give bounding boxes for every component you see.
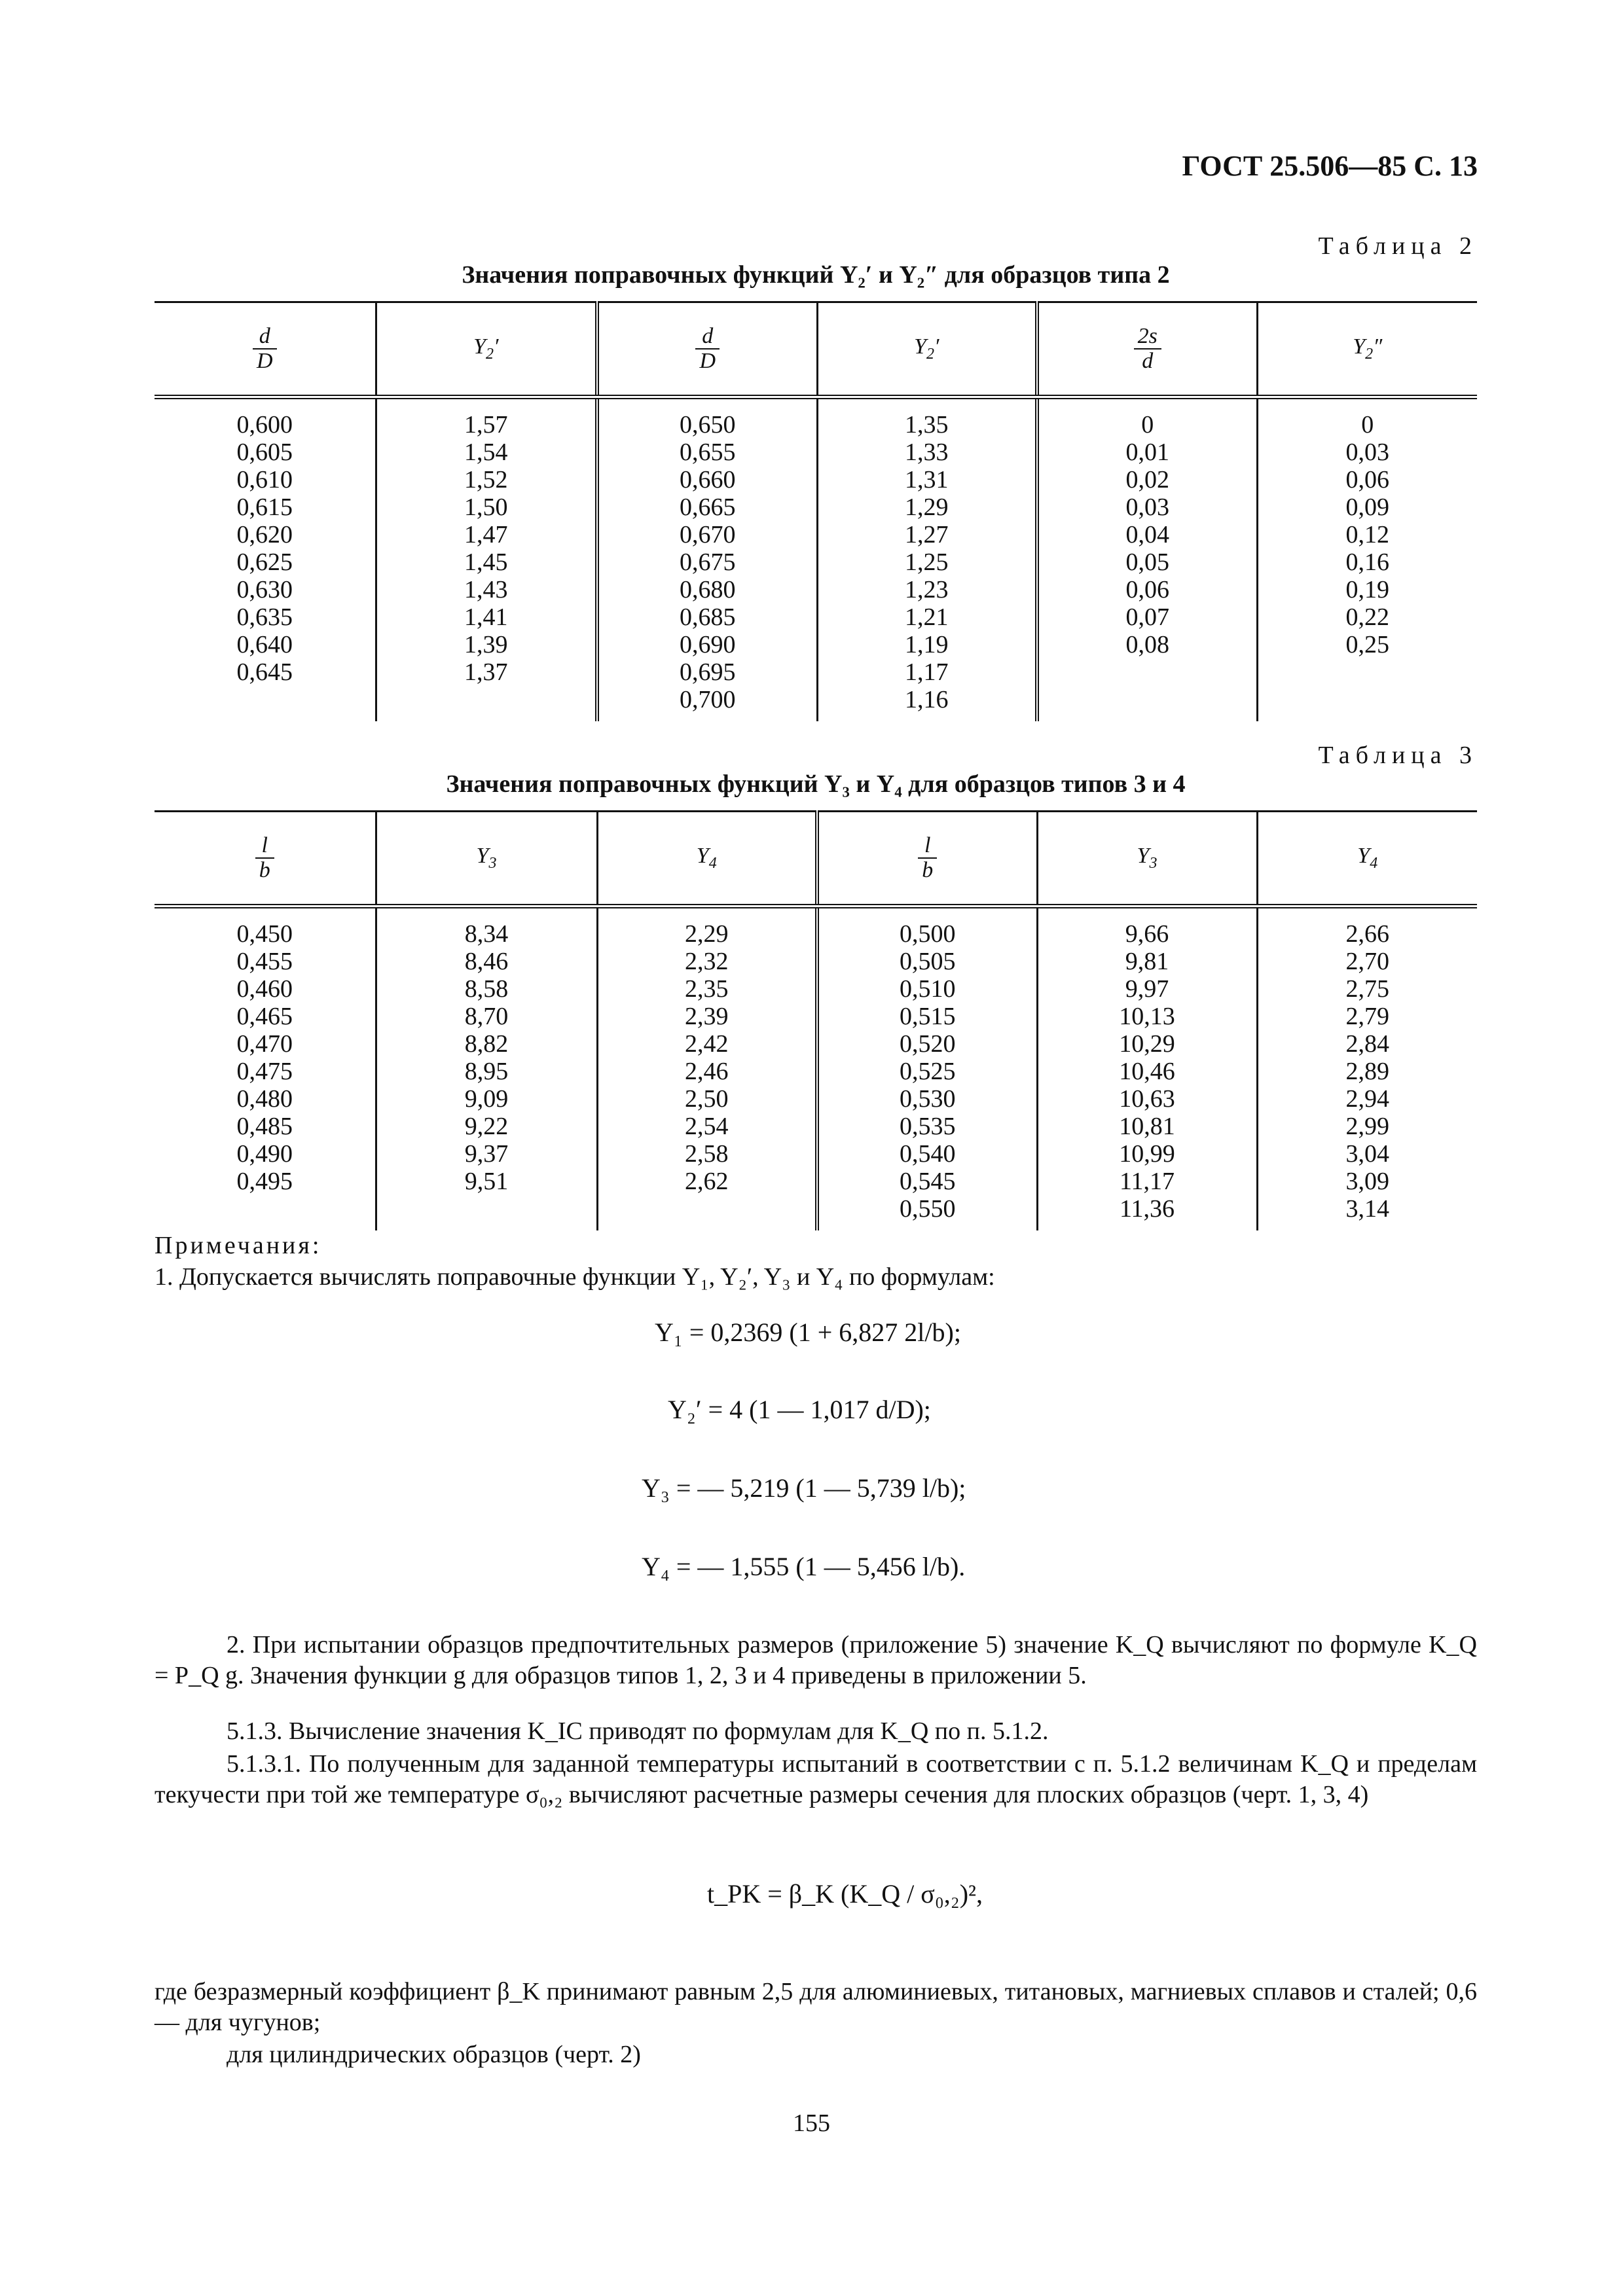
table-cell: 0,550: [900, 1195, 956, 1223]
note-1: 1. Допускается вычислять поправочные функции Y₁, Y₂′, Y₃ и Y₄ по формулам:: [155, 1263, 995, 1291]
table-cell: 1,17: [905, 658, 949, 686]
table-cell: 2,70: [1345, 948, 1389, 975]
formula-tpk: t_PK = β_K (K_Q / σ₀,₂)²,: [707, 1879, 983, 1909]
table-cell: 0,620: [236, 521, 293, 548]
table-cell: 0,465: [236, 1003, 293, 1030]
table-cell: 0,25: [1345, 631, 1389, 658]
table-cell: 2,58: [685, 1140, 729, 1168]
table2-column-3: [597, 397, 817, 722]
table-cell: 0,540: [900, 1140, 956, 1168]
table-cell: 2,75: [1345, 975, 1389, 1003]
table2-column-4: [817, 397, 1037, 722]
table-cell: 8,58: [464, 975, 509, 1003]
table2-label: Таблица 2: [1318, 232, 1478, 260]
table-cell: 8,70: [464, 1003, 509, 1030]
table-cell: 11,36: [1119, 1195, 1175, 1223]
formula-y2: Y₂′ = 4 (1 — 1,017 d/D);: [668, 1395, 931, 1424]
document-header: ГОСТ 25.506—85 С. 13: [1182, 150, 1478, 182]
table-cell: 1,33: [905, 439, 949, 466]
table-cell: 0,490: [236, 1140, 293, 1168]
table-cell: 0,04: [1125, 521, 1169, 548]
paragraph-cylindrical: для цилиндрических образцов (черт. 2): [227, 2041, 641, 2068]
table-cell: 0,05: [1125, 548, 1169, 576]
table-cell: 2,84: [1345, 1030, 1389, 1058]
table2-column-2: [376, 397, 597, 722]
table-cell: 1,57: [464, 411, 508, 439]
table3-column-2: [376, 906, 597, 1231]
table-cell: 9,97: [1125, 975, 1169, 1003]
table3-header-l-over-b-2: $\frac{l}{b}$: [817, 812, 1037, 906]
table-cell: 0,03: [1125, 493, 1169, 521]
table-cell: 0,06: [1125, 576, 1169, 603]
formula-y1: Y₁ = 0,2369 (1 + 6,827 2l/b);: [655, 1318, 961, 1347]
table-cell: 0: [1141, 411, 1154, 439]
table-cell: 0,645: [236, 658, 293, 686]
table-cell: 1,43: [464, 576, 508, 603]
table-cell: 9,66: [1125, 920, 1169, 948]
table-cell: 10,99: [1119, 1140, 1175, 1168]
paragraph-coefficient: где безразмерный коэффициент β_K принимают равным 2,5 для алюминиевых, титановых, магниевых сплавов и сталей; 0,6 — для чугунов;: [155, 1978, 1477, 2036]
table-cell: 0,495: [236, 1168, 293, 1195]
table-cell: 2,39: [685, 1003, 729, 1030]
table-cell: 11,17: [1119, 1168, 1175, 1195]
table-cell: 0,625: [236, 548, 293, 576]
table-cell: 1,35: [905, 411, 949, 439]
table-cell: 3,14: [1345, 1195, 1389, 1223]
table-cell: 0,535: [900, 1113, 956, 1140]
formula-y3: Y₃ = — 5,219 (1 — 5,739 l/b);: [642, 1473, 966, 1503]
table-cell: 0,640: [236, 631, 293, 658]
table-cell: 9,09: [464, 1085, 509, 1113]
table3-header-y4-2: $Y_4$: [1257, 812, 1477, 906]
table-cell: 0,480: [236, 1085, 293, 1113]
table-cell: 3,04: [1345, 1140, 1389, 1168]
table-cell: 0,485: [236, 1113, 293, 1140]
table-cell: 9,81: [1125, 948, 1169, 975]
table-cell: 1,52: [464, 466, 508, 493]
table-cell: 10,81: [1119, 1113, 1175, 1140]
table3-header-l-over-b: $\frac{l}{b}$: [155, 812, 376, 906]
table-cell: 0,22: [1345, 603, 1389, 631]
table3-column-1: [155, 906, 376, 1231]
table2-header-y2-prime-2: $Y_2'$: [817, 302, 1037, 397]
table-cell: 0,01: [1125, 439, 1169, 466]
table-cell: 0,530: [900, 1085, 956, 1113]
table-cell: 0,670: [680, 521, 736, 548]
table-cell: 1,45: [464, 548, 508, 576]
table-cell: 2,94: [1345, 1085, 1389, 1113]
table3-column-3: [597, 906, 817, 1231]
table2: [155, 301, 1477, 721]
table-cell: 0,500: [900, 920, 956, 948]
table-cell: 8,46: [464, 948, 509, 975]
table-cell: 1,29: [905, 493, 949, 521]
table3-header-y3-2: $Y_3$: [1037, 812, 1257, 906]
table-cell: 0,02: [1125, 466, 1169, 493]
table-cell: 2,29: [685, 920, 729, 948]
table-cell: 1,47: [464, 521, 508, 548]
table-cell: 0,03: [1345, 439, 1389, 466]
table2-header-y2-prime: $Y_2'$: [376, 302, 597, 397]
table2-title: Значения поправочных функций Y₂′ и Y₂″ для образцов типа 2: [462, 261, 1170, 289]
table2-column-1: [155, 397, 376, 722]
table-cell: 0,520: [900, 1030, 956, 1058]
table-cell: 2,46: [685, 1058, 729, 1085]
table-cell: 0,680: [680, 576, 736, 603]
table-cell: 1,37: [464, 658, 508, 686]
table3-header-y3: $Y_3$: [376, 812, 597, 906]
table-cell: 0,510: [900, 975, 956, 1003]
table-cell: 0,09: [1345, 493, 1389, 521]
table-cell: 8,95: [464, 1058, 509, 1085]
table-cell: 0: [1361, 411, 1374, 439]
table-cell: 1,41: [464, 603, 508, 631]
table-cell: 0,660: [680, 466, 736, 493]
table-cell: 2,62: [685, 1168, 729, 1195]
table-cell: 0,07: [1125, 603, 1169, 631]
formula-y4: Y₄ = — 1,555 (1 — 5,456 l/b).: [642, 1552, 966, 1581]
table-cell: 0,505: [900, 948, 956, 975]
table3-column-6: [1257, 906, 1477, 1231]
table2-column-5: [1037, 397, 1257, 722]
table-cell: 0,600: [236, 411, 293, 439]
table-cell: 0,460: [236, 975, 293, 1003]
table2-header-d-over-D-2: $\frac{d}{D}$: [597, 302, 817, 397]
table-cell: 0,690: [680, 631, 736, 658]
table-cell: 10,29: [1119, 1030, 1175, 1058]
table-cell: 2,79: [1345, 1003, 1389, 1030]
table-cell: 9,37: [464, 1140, 509, 1168]
table2-header-2s-over-d: $\frac{2s}{d}$: [1037, 302, 1257, 397]
table-cell: 1,31: [905, 466, 949, 493]
table-cell: 1,21: [905, 603, 949, 631]
table3-label: Таблица 3: [1318, 742, 1478, 769]
table-cell: 1,39: [464, 631, 508, 658]
table-cell: 0,16: [1345, 548, 1389, 576]
table-cell: 9,22: [464, 1113, 509, 1140]
table-cell: 0,615: [236, 493, 293, 521]
table-cell: 0,12: [1345, 521, 1389, 548]
table-cell: 0,455: [236, 948, 293, 975]
notes-heading: Примечания:: [155, 1232, 322, 1259]
table-cell: 0,675: [680, 548, 736, 576]
table-cell: 10,63: [1119, 1085, 1175, 1113]
table-cell: 3,09: [1345, 1168, 1389, 1195]
table-cell: 0,700: [680, 686, 736, 713]
table-cell: 10,13: [1119, 1003, 1175, 1030]
table-cell: 1,25: [905, 548, 949, 576]
table-cell: 0,665: [680, 493, 736, 521]
table-cell: 0,695: [680, 658, 736, 686]
table3-title: Значения поправочных функций Y₃ и Y₄ для образцов типов 3 и 4: [446, 770, 1186, 798]
table-cell: 0,635: [236, 603, 293, 631]
table-cell: 2,89: [1345, 1058, 1389, 1085]
table-cell: 1,54: [464, 439, 508, 466]
table-cell: 0,515: [900, 1003, 956, 1030]
table3-column-4: [817, 906, 1037, 1231]
table2-column-6: [1257, 397, 1477, 722]
table-cell: 0,545: [900, 1168, 956, 1195]
table-cell: 0,610: [236, 466, 293, 493]
table-cell: 0,650: [680, 411, 736, 439]
table-cell: 2,32: [685, 948, 729, 975]
page-number: 155: [793, 2109, 830, 2137]
paragraph-5-1-3-1: 5.1.3.1. По полученным для заданной температуры испытаний в соответствии с п. 5.1.2 величинам K_Q и пределам текучести при той же температуре σ₀,₂ вычисляют расчетные размеры сечения для плоских образцов (черт. 1, 3, 4): [155, 1750, 1477, 1808]
table-cell: 0,630: [236, 576, 293, 603]
note-2: 2. При испытании образцов предпочтительных размеров (приложение 5) значение K_Q вычисляют по формуле K_Q = P_Q g. Значения функции g для образцов типов 1, 2, 3 и 4 приведены в приложении 5.: [155, 1631, 1477, 1689]
table-cell: 0,605: [236, 439, 293, 466]
table-cell: 0,06: [1345, 466, 1389, 493]
table-cell: 0,450: [236, 920, 293, 948]
table2-header-y2-double-prime: $Y_2''$: [1257, 302, 1477, 397]
table-cell: 1,27: [905, 521, 949, 548]
table-cell: 2,35: [685, 975, 729, 1003]
table-cell: 8,34: [464, 920, 509, 948]
table-cell: 2,50: [685, 1085, 729, 1113]
table-cell: 0,08: [1125, 631, 1169, 658]
table-cell: 1,50: [464, 493, 508, 521]
table-cell: 1,23: [905, 576, 949, 603]
paragraph-5-1-3: 5.1.3. Вычисление значения K_IC приводят по формулам для K_Q по п. 5.1.2.: [227, 1717, 1049, 1745]
table-cell: 2,99: [1345, 1113, 1389, 1140]
table-cell: 0,525: [900, 1058, 956, 1085]
table-cell: 0,470: [236, 1030, 293, 1058]
table-cell: 1,19: [905, 631, 949, 658]
table3-header-y4: $Y_4$: [597, 812, 817, 906]
table-cell: 2,42: [685, 1030, 729, 1058]
table-cell: 0,685: [680, 603, 736, 631]
table-cell: 1,16: [905, 686, 949, 713]
table-cell: 2,66: [1345, 920, 1389, 948]
table3-column-5: [1037, 906, 1257, 1231]
table-cell: 8,82: [464, 1030, 509, 1058]
table3: [155, 810, 1477, 1230]
table-cell: 9,51: [464, 1168, 509, 1195]
table-cell: 0,655: [680, 439, 736, 466]
table-cell: 2,54: [685, 1113, 729, 1140]
table-cell: 0,19: [1345, 576, 1389, 603]
table2-header-d-over-D: $\frac{d}{D}$: [155, 302, 376, 397]
table-cell: 0,475: [236, 1058, 293, 1085]
table-cell: 10,46: [1119, 1058, 1175, 1085]
